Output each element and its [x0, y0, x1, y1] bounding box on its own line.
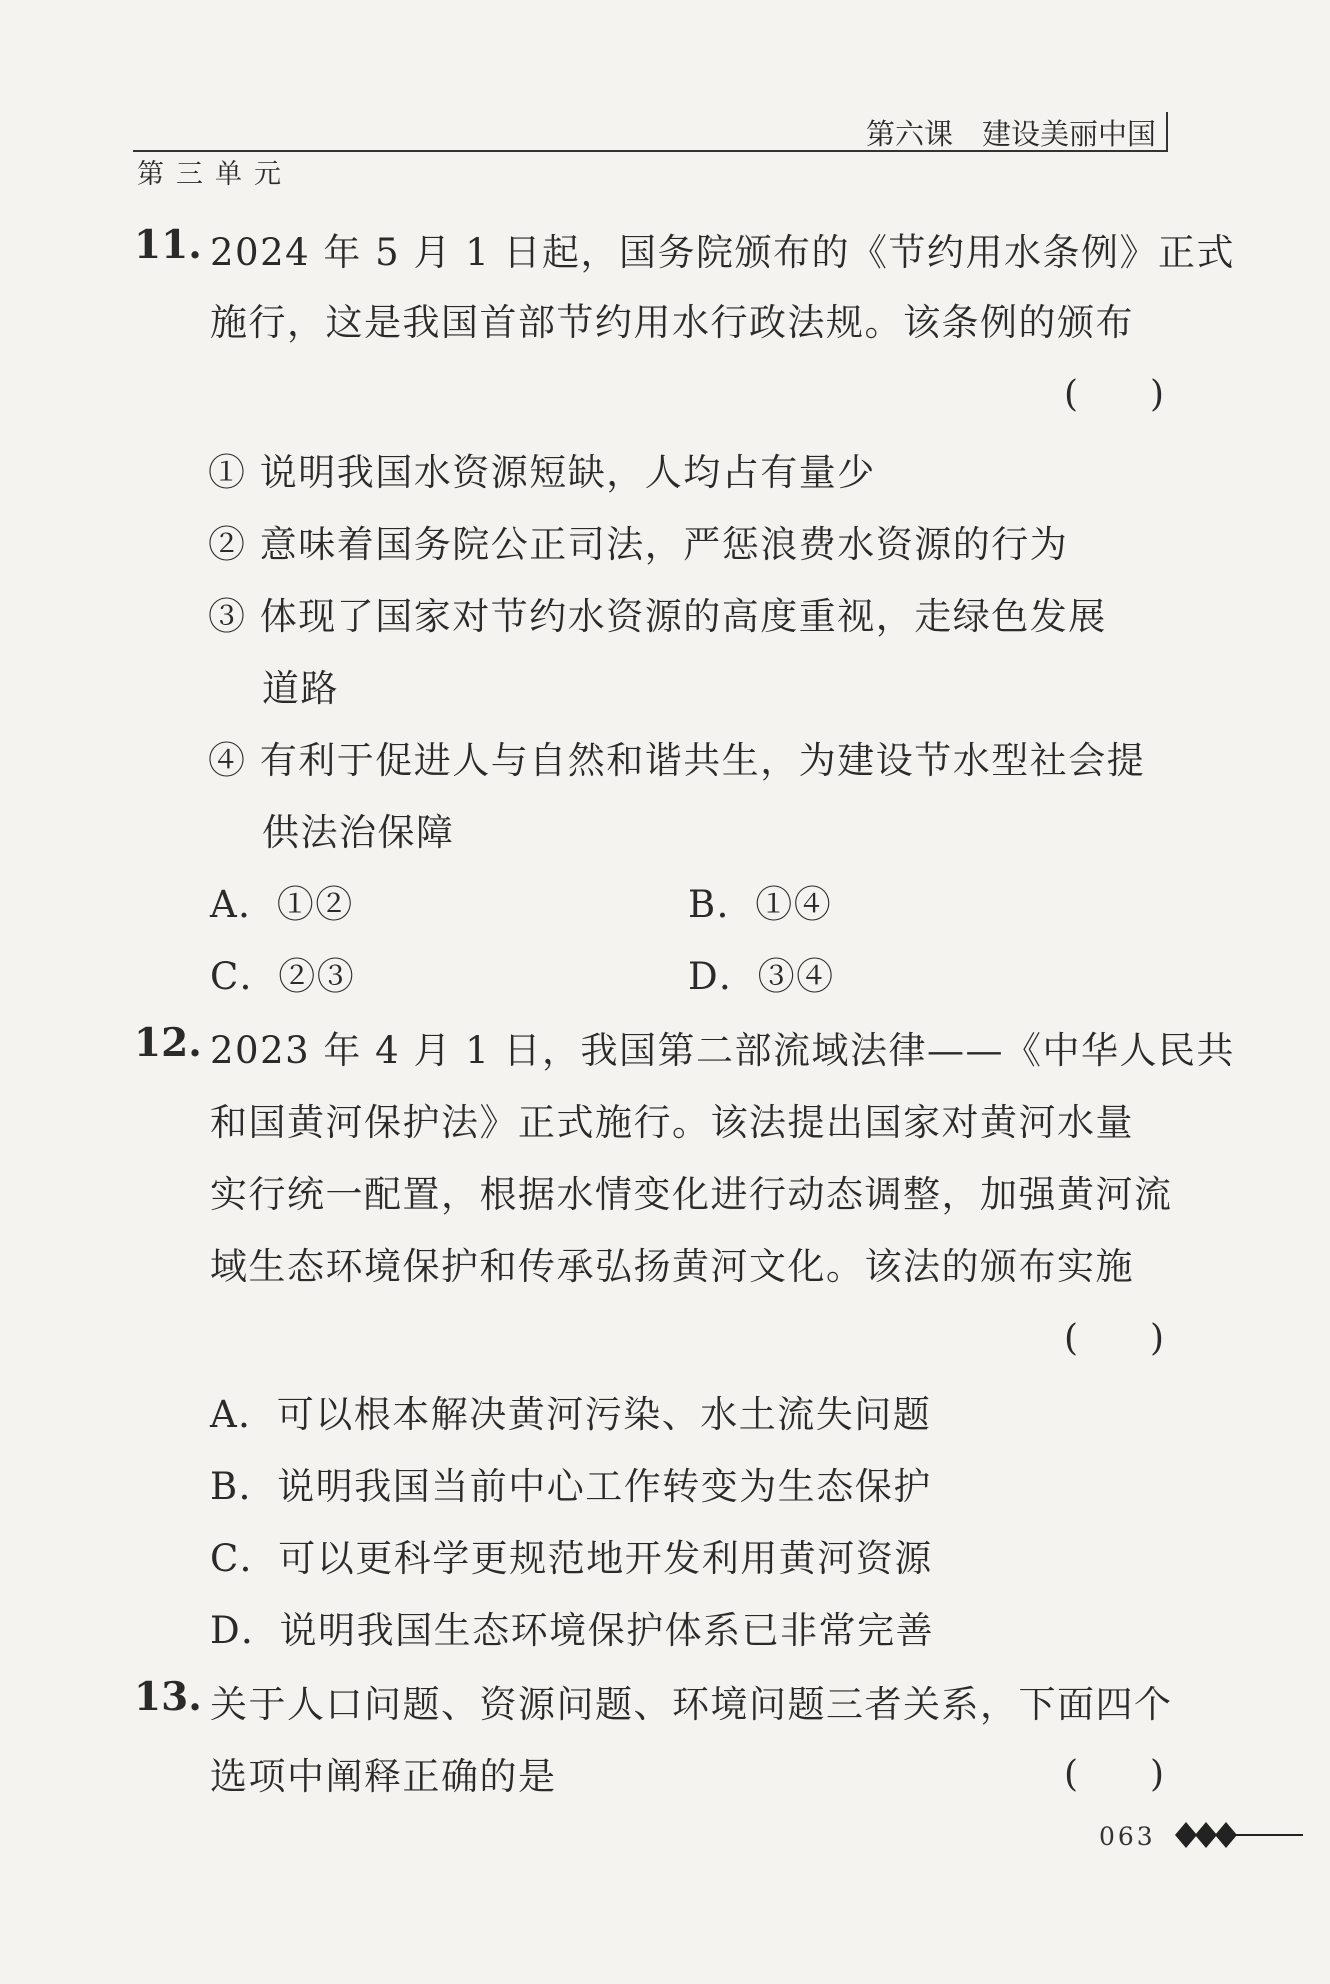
- question-11-statement-2: ② 意味着国务院公正司法，严惩浪费水资源的行为: [208, 523, 1069, 566]
- question-11-number: 11.: [134, 222, 202, 268]
- question-13-answer-bracket: ( ): [1064, 1754, 1165, 1795]
- question-12-answer-bracket: ( ): [1064, 1318, 1165, 1359]
- question-12-stem-line: 实行统一配置，根据水情变化进行动态调整，加强黄河流: [210, 1173, 1173, 1216]
- question-11-statement-4: ④ 有利于促进人与自然和谐共生，为建设节水型社会提: [208, 739, 1146, 782]
- question-12-choice-d: D．说明我国生态环境保护体系已非常完善: [210, 1609, 935, 1652]
- question-12-choice-c: C．可以更科学更规范地开发利用黄河资源: [210, 1537, 933, 1580]
- question-11-statement-4-cont: 供法治保障: [262, 811, 455, 854]
- question-11-choice-d: D．③④: [688, 955, 835, 998]
- question-11-choice-a: A．①②: [210, 883, 354, 926]
- question-11-stem-line: 施行，这是我国首部节约用水行政法规。该条例的颁布: [210, 301, 1134, 344]
- lesson-title: 第六课 建设美丽中国: [865, 117, 1156, 151]
- three-diamonds-icon: [1175, 1818, 1305, 1852]
- question-13-stem-line: 关于人口问题、资源问题、环境问题三者关系，下面四个: [210, 1683, 1173, 1726]
- header-divider-tick: [1166, 112, 1168, 150]
- question-12-choice-a: A．可以根本解决黄河污染、水土流失问题: [210, 1393, 932, 1436]
- question-12-stem-line: 域生态环境保护和传承弘扬黄河文化。该法的颁布实施: [210, 1245, 1134, 1288]
- question-12-stem-line: 2023 年 4 月 1 日，我国第二部流域法律——《中华人民共: [210, 1029, 1236, 1072]
- question-12-number: 12.: [134, 1020, 202, 1066]
- question-11-statement-3: ③ 体现了国家对节约水资源的高度重视，走绿色发展: [208, 595, 1107, 638]
- page-number: 063: [1099, 1822, 1156, 1851]
- question-12-stem-line: 和国黄河保护法》正式施行。该法提出国家对黄河水量: [210, 1101, 1134, 1144]
- question-11-choice-c: C．②③: [210, 955, 356, 998]
- question-13-stem-line: 选项中阐释正确的是: [210, 1755, 557, 1798]
- question-11-statement-3-cont: 道路: [262, 667, 339, 710]
- question-12-choice-b: B．说明我国当前中心工作转变为生态保护: [210, 1465, 932, 1508]
- question-11-stem-line: 2024 年 5 月 1 日起，国务院颁布的《节约用水条例》正式: [210, 231, 1236, 274]
- question-11-choice-b: B．①④: [688, 883, 833, 926]
- unit-label: 第三单元: [137, 159, 293, 190]
- question-11-statement-1: ① 说明我国水资源短缺，人均占有量少: [208, 451, 876, 494]
- question-13-number: 13.: [134, 1674, 202, 1720]
- question-11-answer-bracket: ( ): [1064, 374, 1165, 415]
